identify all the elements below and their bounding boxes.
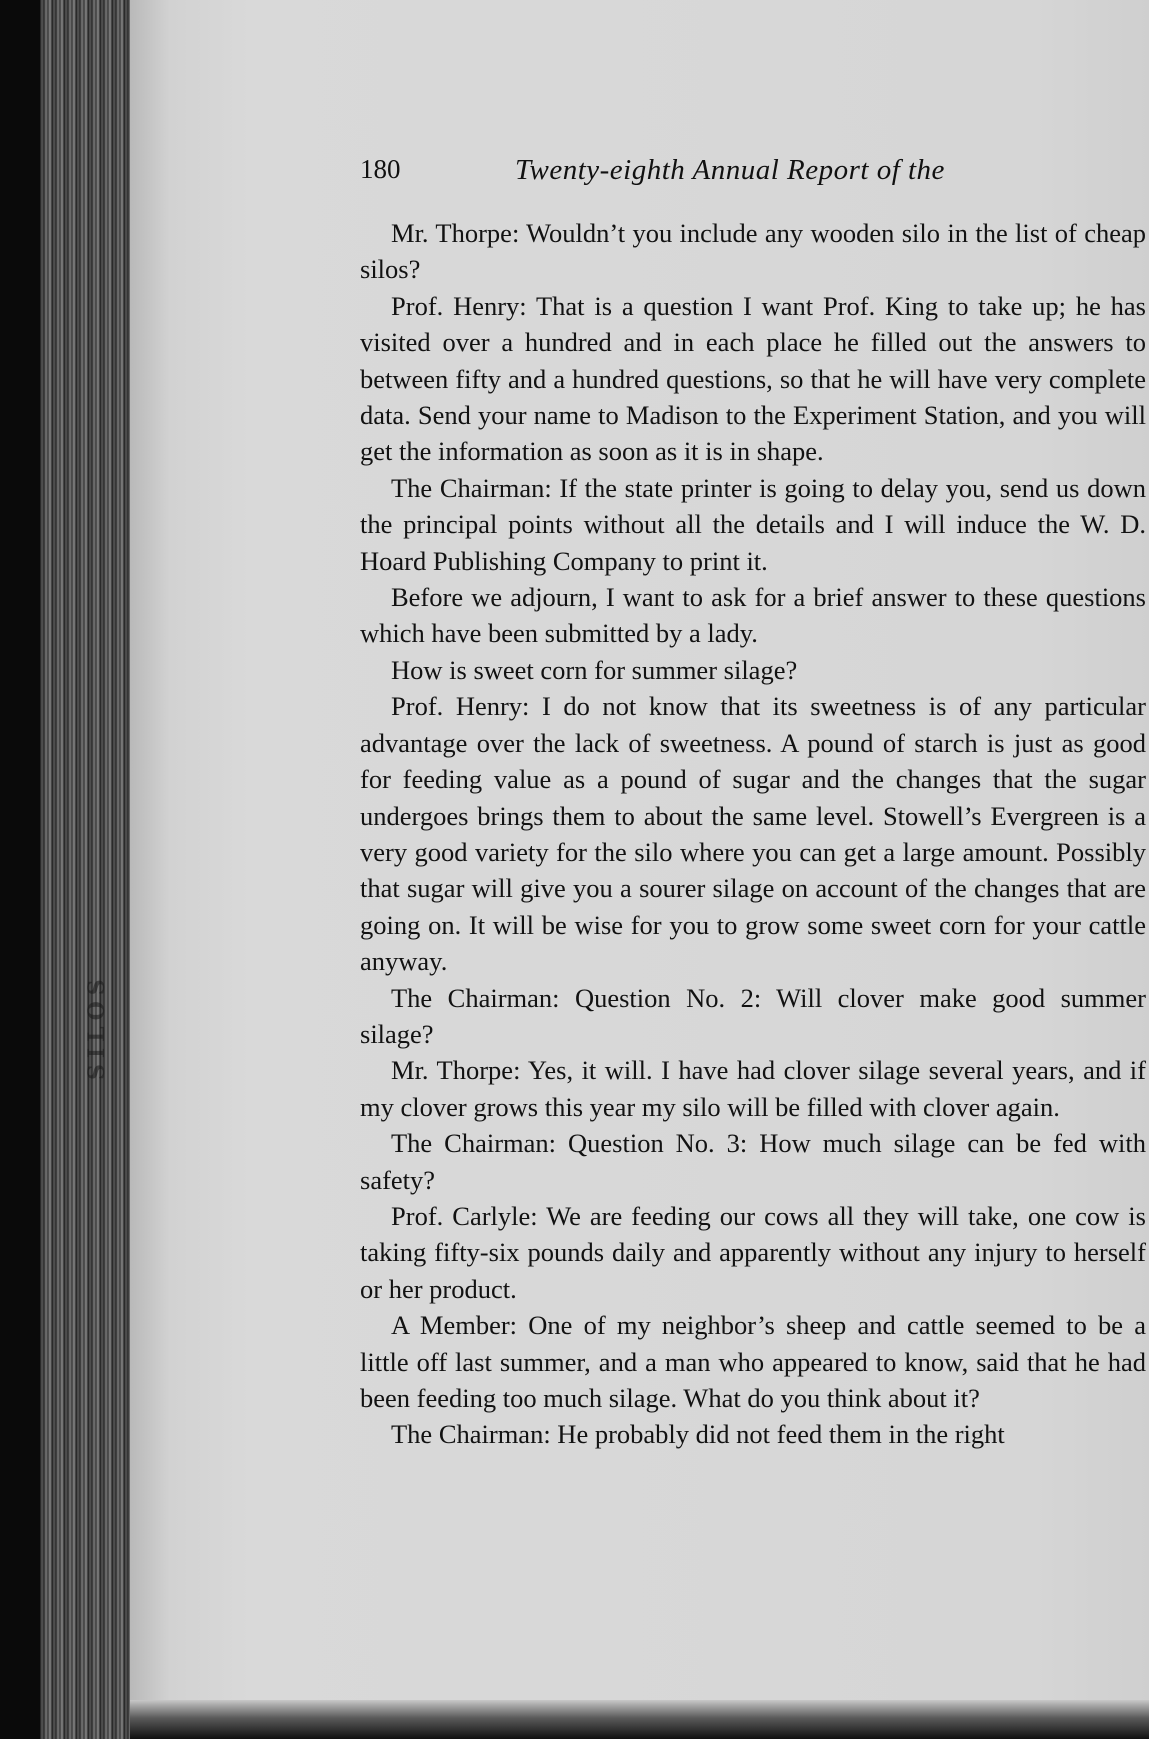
paragraph: A Member: One of my neighbor’s sheep and cattle seemed to be a little off last summer, and a man who appeared to know, said that he had been feeding too much silage. What do you think about it? xyxy=(360,1310,1146,1413)
paragraph: Prof. Henry: I do not know that its sweetness is of any particular advantage over the lack of sweetness. A pound of starch is just as good for feeding value as a pound of sugar and the changes that the sugar undergoes brings them to about the same level. Stowell’s Evergreen is a very good variety for the silo where you can get a large amount. Possibly that sugar will give you a sourer silage on account of the changes that are going on. It will be wise for you to grow some sweet corn for your cattle anyway. xyxy=(360,691,1146,977)
paragraph: The Chairman: He probably did not feed them in the right xyxy=(391,1419,1005,1450)
paragraph: The Chairman: If the state printer is going to delay you, send us down the principal points without all the details and I will induce the W. D. Hoard Publishing Company to print it. xyxy=(360,472,1146,576)
bottom-shadow xyxy=(130,1700,1149,1739)
running-title: Twenty-eighth Annual Report of the xyxy=(515,154,945,186)
paragraph: Before we adjourn, I want to ask for a brief answer to these questions which have been submitted by a lady. xyxy=(360,582,1146,649)
paragraph: Mr. Thorpe: Yes, it will. I have had clover silage several years, and if my clover grows this year my silo will be filled with clover again. xyxy=(360,1055,1146,1122)
paragraph: The Chairman: Question No. 2: Will clover make good summer silage? xyxy=(360,982,1146,1049)
spine-label: SILOS xyxy=(84,973,110,1080)
paragraph: The Chairman: Question No. 3: How much silage can be fed with safety? xyxy=(360,1128,1146,1195)
paragraph: Mr. Thorpe: Wouldn’t you include any wooden silo in the list of cheap silos? xyxy=(360,218,1146,285)
paragraph: Prof. Carlyle: We are feeding our cows all they will take, one cow is taking fifty-six pounds daily and apparently without any injury to herself or her product. xyxy=(360,1200,1146,1304)
page-number: 180 xyxy=(360,154,401,184)
paragraph: Prof. Henry: That is a question I want Prof. King to take up; he has visited over a hundred and in each place he filled out the answers to between fifty and a hundred questions, so that he will have very complete data. Send your name to Madison to the Experiment Station, and you will get the information as soon as it is in shape. xyxy=(360,290,1146,467)
body-text xyxy=(360,215,1146,1453)
paragraph: How is sweet corn for summer silage? xyxy=(391,654,798,685)
page-header xyxy=(360,150,1080,194)
